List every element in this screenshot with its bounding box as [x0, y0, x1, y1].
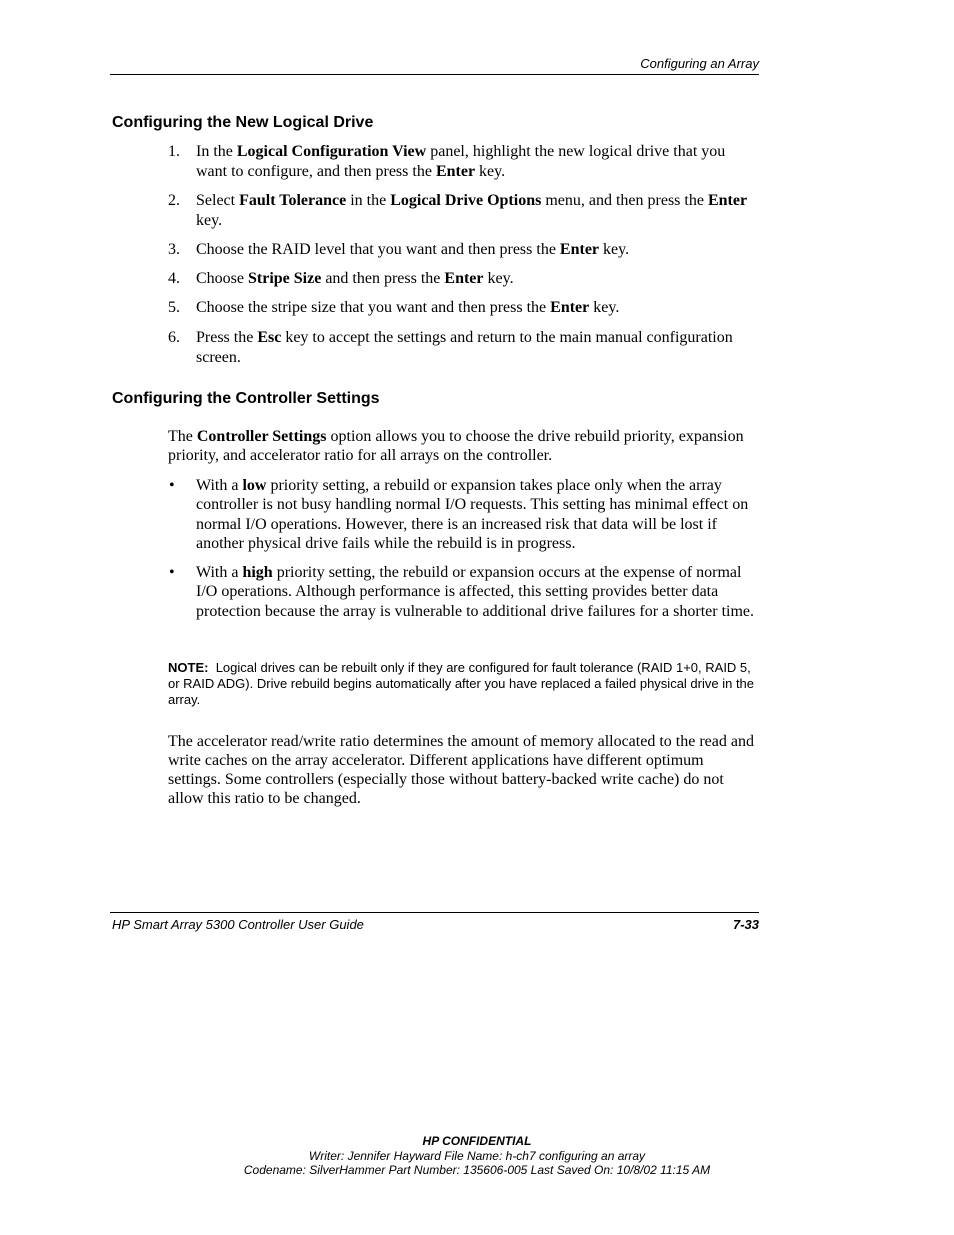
text-run: menu, and then press the [541, 192, 708, 209]
text-run: key to accept the settings and return to the main manual configuration screen. [196, 329, 733, 366]
step-text [196, 191, 758, 230]
text-run: key. [196, 211, 223, 229]
step-number: 1. [168, 143, 180, 160]
note-block [168, 660, 758, 708]
step-text [196, 328, 758, 367]
step-text [196, 298, 758, 318]
footer-title: HP Smart Array 5300 Controller User Guide [112, 917, 364, 932]
bold-term: Enter [435, 162, 476, 180]
section-heading-controller-settings: Configuring the Controller Settings [112, 390, 380, 407]
text-run: With a [196, 564, 243, 581]
bold-term: Enter [707, 192, 748, 209]
bold-term: Enter [444, 270, 484, 287]
step-number: 5. [168, 299, 180, 316]
text-run: Choose the RAID level that you want and then press the [196, 241, 560, 258]
text-run: panel, highlight the new logical drive that you want to configure, and then press the [196, 143, 726, 180]
bold-term: Fault Tolerance [239, 192, 347, 209]
confidential-label: HP CONFIDENTIAL [422, 1134, 532, 1148]
text-run: In the [196, 143, 237, 160]
text-run: Press the [196, 329, 258, 346]
bold-term: low [242, 477, 267, 494]
closing-paragraph: The accelerator read/write ratio determines the amount of memory allocated to the read and write caches on the array accelerator. Different applications have different optimum settings. Some controllers (especially those without battery-backed write cache) do not allow this ratio to be changed. [168, 733, 754, 807]
note-text: Logical drives can be rebuilt only if they are configured for fault tolerance (RAID 1+0, RAID 5, or RAID ADG). Drive rebuild begins automatically after you have replaced a failed physical drive in the array. [168, 660, 755, 707]
intro-paragraph [168, 427, 758, 465]
text-run: key. [589, 299, 620, 316]
bold-term: Stripe Size [248, 270, 322, 287]
step-number: 3. [168, 241, 180, 258]
bold-term: high [242, 564, 273, 581]
step-text [196, 142, 758, 181]
page-number: 7-33 [732, 917, 759, 932]
text-run: option allows you to choose the drive rebuild priority, expansion priority, and accelerator ratio for all arrays on the controller. [168, 428, 744, 464]
codename-line: Codename: SilverHammer Part Number: 135606-005 Last Saved On: 10/8/02 11:15 AM [243, 1163, 711, 1177]
text-run: and then press the [321, 270, 445, 287]
text-run: Choose [196, 270, 248, 287]
note-label: NOTE: [168, 660, 209, 675]
bold-term: Enter [559, 241, 600, 258]
text-run: The [168, 428, 197, 445]
bullet-icon: • [169, 564, 175, 581]
running-header [110, 56, 759, 75]
step-number: 6. [168, 329, 180, 346]
step-text [196, 240, 758, 260]
text-run: key. [475, 162, 506, 180]
text-run: key. [599, 241, 630, 258]
step-text [196, 269, 758, 289]
bullet-icon: • [169, 477, 175, 494]
step-number: 2. [168, 192, 180, 209]
text-run: priority setting, the rebuild or expansion occurs at the expense of normal I/O operations. Although performance is affected, this setting provides better data protection because the array is vulnerable to additional drive failures for a shorter time. [196, 564, 755, 620]
bold-term: Enter [550, 299, 590, 316]
text-run: Select [196, 192, 240, 209]
bold-term: Logical Configuration View [236, 143, 427, 160]
step-number: 4. [168, 270, 180, 287]
text-run: With a [196, 477, 243, 494]
text-run: priority setting, a rebuild or expansion takes place only when the array controller is not busy handling normal I/O requests. This setting has minimal effect on normal I/O operations. However, there is an increased risk that data will be lost if another physical drive fails while the rebuild is in progress. [196, 477, 749, 552]
section-heading-new-logical-drive: Configuring the New Logical Drive [112, 114, 374, 131]
writer-line: Writer: Jennifer Hayward File Name: h-ch7 configuring an array [308, 1148, 646, 1163]
text-run: key. [483, 270, 514, 287]
text-run: Choose the stripe size that you want and then press the [196, 299, 551, 316]
bold-term: Controller Settings [196, 428, 327, 445]
bullet-text [196, 476, 758, 553]
bold-term: Logical Drive Options [390, 192, 542, 209]
running-header-title: Configuring an Array [640, 56, 759, 71]
running-footer [110, 912, 759, 931]
text-run: in the [346, 192, 391, 209]
bold-term: Esc [257, 329, 282, 346]
bullet-text [196, 563, 758, 621]
confidential-block [0, 1134, 954, 1178]
